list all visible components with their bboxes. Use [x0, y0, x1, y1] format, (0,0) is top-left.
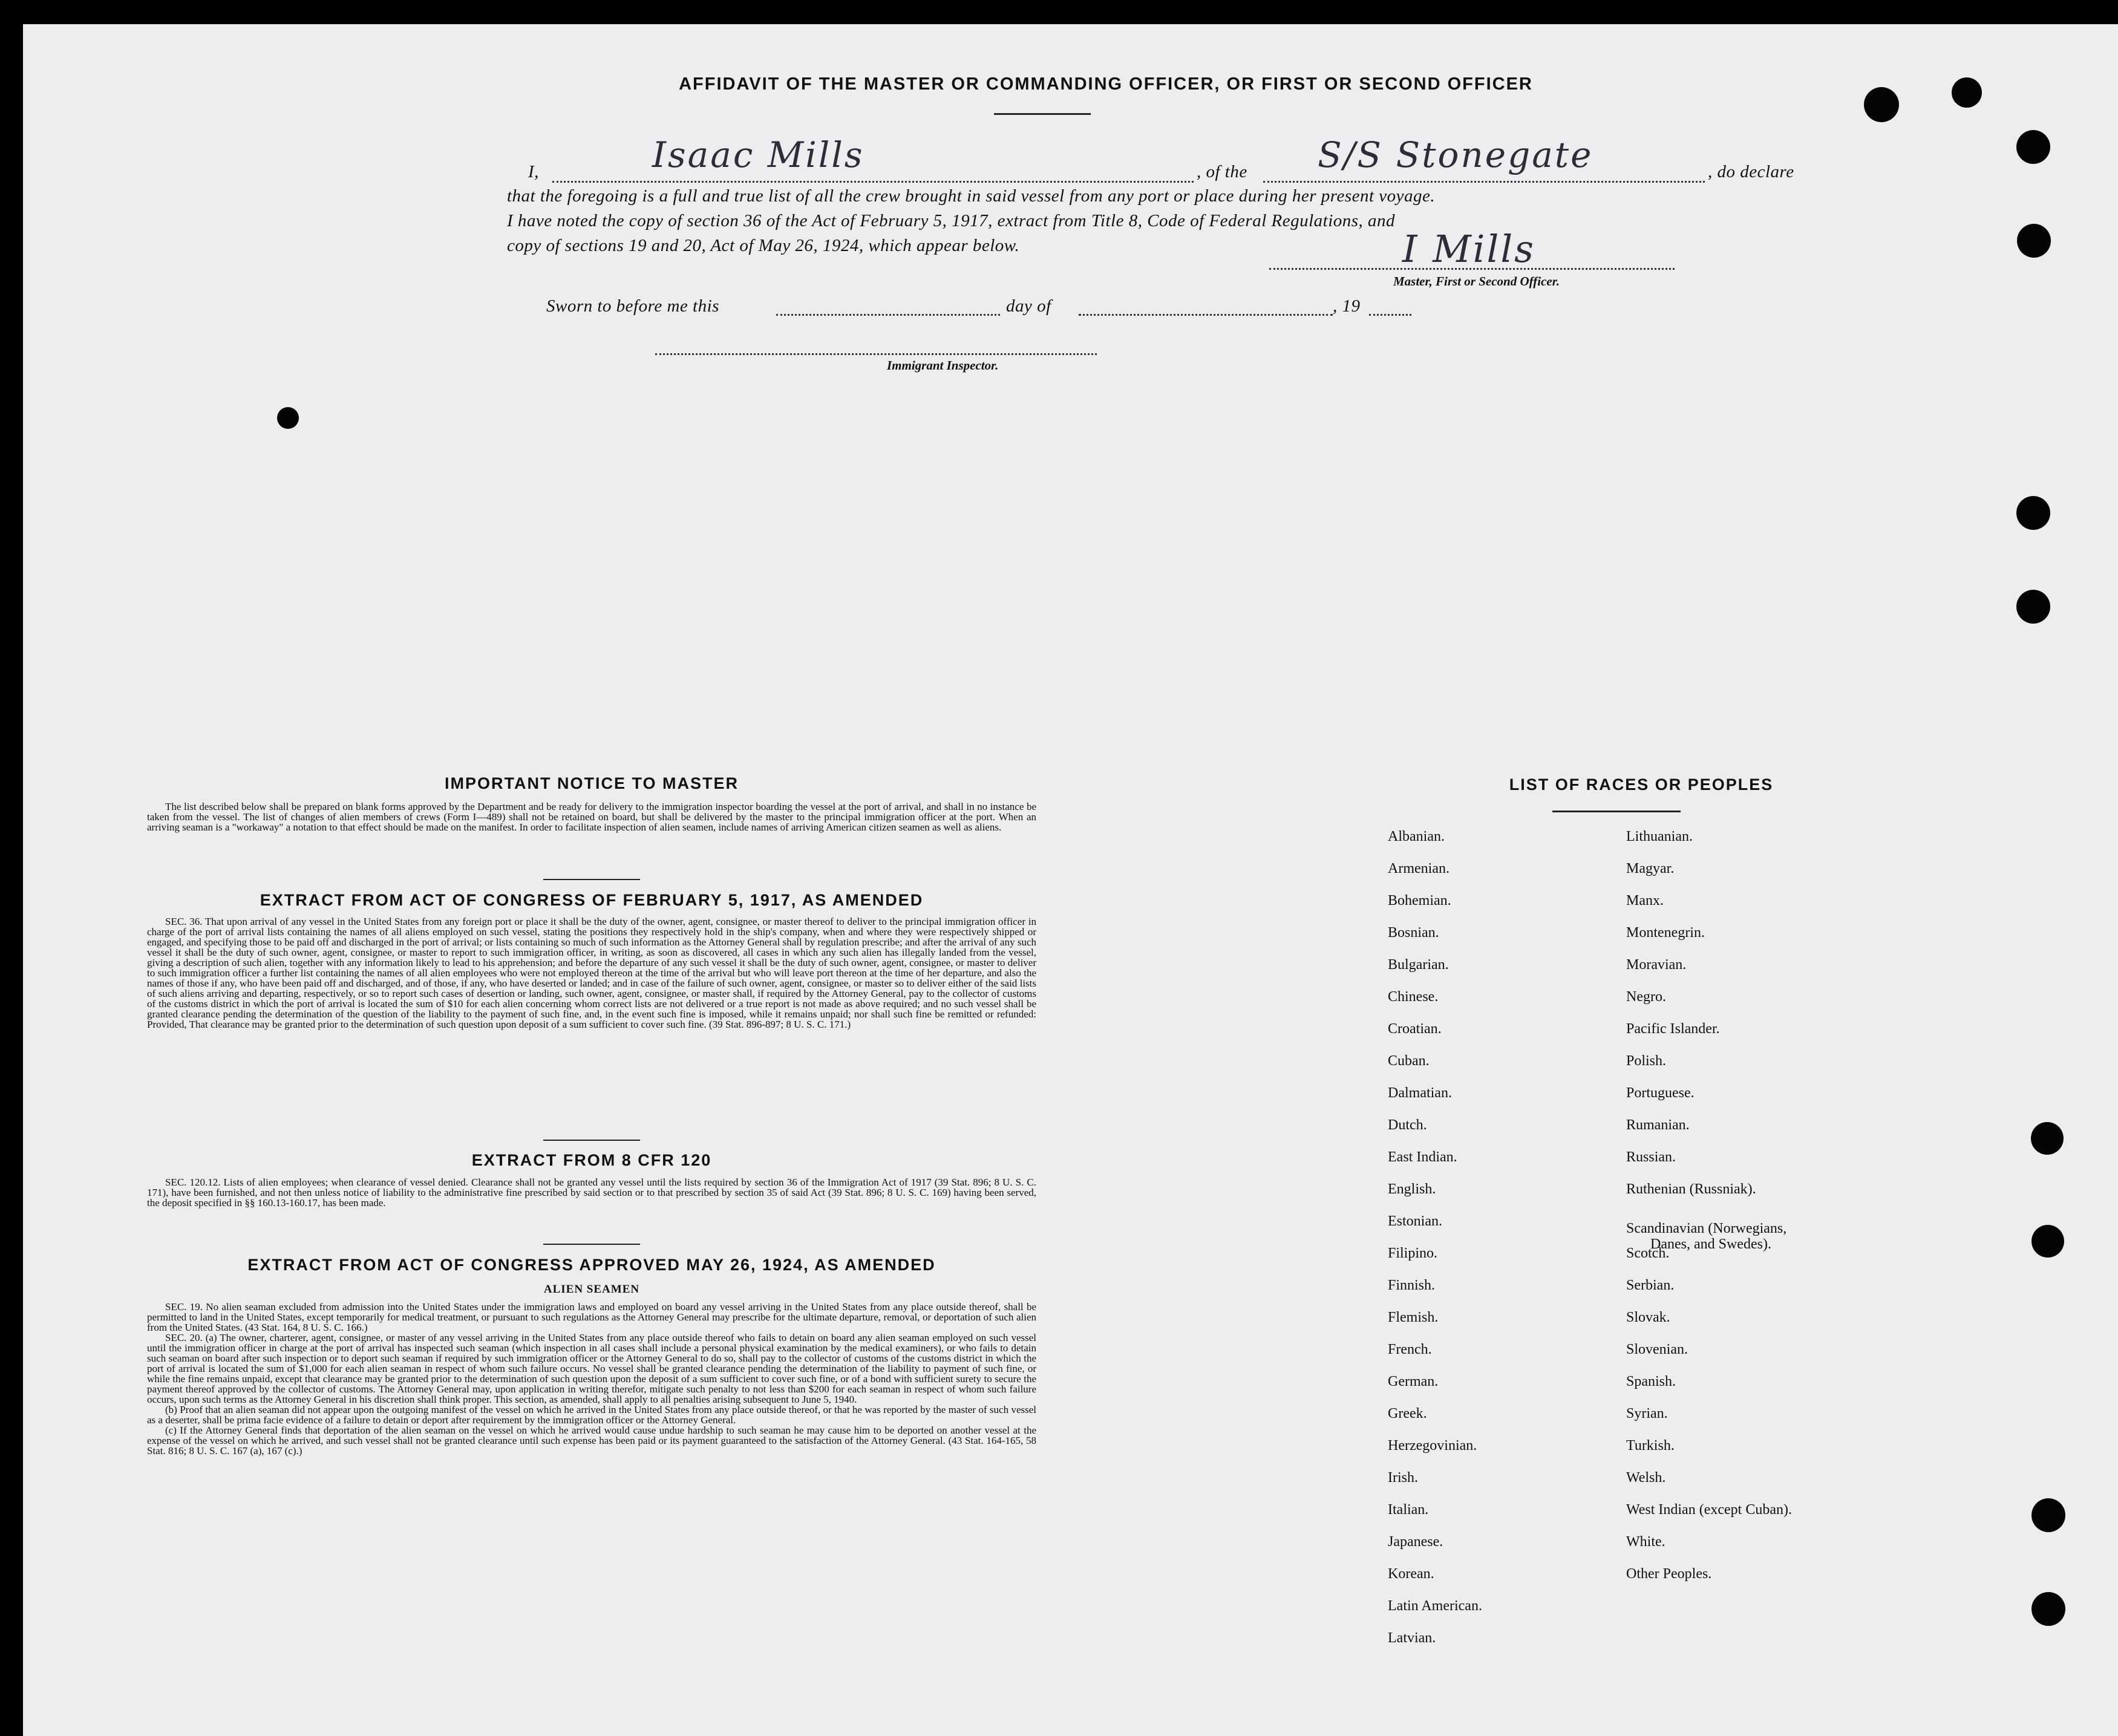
race-item: Slovak. — [1626, 1310, 1670, 1325]
extract-cfr-title: EXTRACT FROM 8 CFR 120 — [471, 1151, 712, 1169]
name-blank — [552, 180, 1194, 183]
alien-seamen-subtitle: ALIEN SEAMEN — [543, 1283, 640, 1296]
line1-prefix: I, — [528, 162, 539, 181]
race-item: Rumanian. — [1626, 1117, 1690, 1133]
race-item: Bulgarian. — [1388, 957, 1449, 973]
declaration-line-3: I have noted the copy of section 36 of the Act of February 5, 1917, extract from Title 8, Code of Federal Regulations, and — [507, 211, 1396, 230]
race-item: Montenegrin. — [1626, 925, 1705, 941]
race-item: White. — [1626, 1534, 1665, 1550]
document-page — [23, 24, 2118, 1736]
extract-1917-text — [147, 916, 1036, 1030]
race-item: Flemish. — [1388, 1310, 1439, 1325]
extract-1924-text — [147, 1302, 1036, 1456]
race-item: Russian. — [1626, 1149, 1676, 1165]
races-divider — [1552, 811, 1681, 812]
sworn-day-of: day of — [1006, 296, 1051, 316]
sworn-line — [546, 296, 1454, 327]
extract-1917-title: EXTRACT FROM ACT OF CONGRESS OF FEBRUARY 5, 1917, AS AMENDED — [260, 891, 924, 909]
race-item: Japanese. — [1388, 1534, 1443, 1550]
punch-hole — [2016, 130, 2050, 164]
race-item: Danes, and Swedes). — [1650, 1236, 1771, 1252]
race-item: Moravian. — [1626, 957, 1687, 973]
race-item: Albanian. — [1388, 829, 1445, 844]
punch-hole — [2017, 224, 2051, 258]
section-20b-paragraph: (b) Proof that an alien seaman did not appear upon the outgoing manifest of the vessel on which he arrived in the United States from any place outside thereof, or that he was reported by the master of such vessel as a deserter, shall be prima facie evidence of a failure to detain or deport after requirement by the immigration officer or the Attorney General. — [147, 1404, 1036, 1426]
race-item: Greek. — [1388, 1406, 1427, 1421]
race-item: Portuguese. — [1626, 1085, 1695, 1101]
punch-hole — [2031, 1592, 2065, 1626]
punch-hole — [2016, 590, 2050, 624]
declaration-line-2: that the foregoing is a full and true list of all the crew brought in said vessel from any port or place during her present voyage. — [507, 186, 1436, 206]
race-item: Negro. — [1626, 989, 1666, 1005]
declaration-line-4: copy of sections 19 and 20, Act of May 26, 1924, which appear below. — [507, 236, 1020, 255]
sworn-day-blank — [776, 313, 1000, 316]
punch-hole — [2031, 1498, 2065, 1532]
race-item: Finnish. — [1388, 1278, 1436, 1293]
master-signature-line — [1269, 267, 1675, 270]
handwritten-master-signature: I Mills — [1402, 227, 1535, 271]
declaration-line-1 — [507, 134, 1794, 188]
race-item: Italian. — [1388, 1502, 1429, 1518]
punch-hole — [2016, 496, 2050, 530]
handwritten-signer-name: Isaac Mills — [652, 134, 865, 175]
punch-hole — [1864, 87, 1899, 122]
race-item: Welsh. — [1626, 1470, 1666, 1486]
race-item: Magyar. — [1626, 861, 1675, 876]
sworn-month-blank — [1079, 313, 1333, 316]
sworn-prefix: Sworn to before me this — [546, 296, 719, 316]
line1-of-the: , of the — [1197, 162, 1247, 181]
race-item: Chinese. — [1388, 989, 1439, 1005]
race-item: Estonian. — [1388, 1213, 1442, 1229]
race-item: Slovenian. — [1626, 1342, 1688, 1357]
punch-hole — [1952, 77, 1982, 108]
race-item: Armenian. — [1388, 861, 1450, 876]
master-signature-caption: Master, First or Second Officer. — [1393, 274, 1560, 289]
section-36-paragraph: SEC. 36. That upon arrival of any vessel in the United States from any foreign port or place it shall be the duty of the owner, agent, consignee, or master thereof to deliver to the principal immigration officer in charge of the port of arrival lists containing the names of all aliens employed on such vessel, stating the positions they respectively hold in the ship's company, when and where they were respectively shipped or engaged, and specifying those to be paid off and discharged in the port of arrival; or lists containing so much of such information as the Attorney General shall by regulation prescribe; and after the arrival of any such vessel it shall be the duty of such owner, agent, consignee, or master to report to such immigration officer, in writing, as soon as discovered, all cases in which any such alien has illegally landed from the vessel, giving a description of such alien, together with any information likely to lead to his apprehension; and before the departure of any such vessel it shall be the duty of such owner, agent, consignee, or master to deliver to such immigration officer a further list containing the names of all alien employees who were not employed thereon at the time of the arrival but who will leave port thereon at the time of her departure, and also the names of those if any, who have been paid off and discharged, and of those, if any, who have deserted or landed; and in case of the failure of such owner, agent, consignee, or master so to deliver either of the said lists of such aliens arriving and departing, respectively, or so to report such cases of desertion or landing, such owner, agent, consignee, or master shall, if required by the Attorney General, pay to the collector of customs of the customs district in which the port of arrival is located the sum of $10 for each alien concerning whom correct lists are not delivered or a true report is not made as above required; and no such vessel shall be granted clearance pending the determination of the question of the liability to the payment of such fine, and, in the event such fine is imposed, while it remains unpaid; nor shall such fine be remitted or refunded: Provided, That clearance may be granted prior to the determination of such question upon deposit of a sum sufficient to cover such fine. (39 Stat. 896-897; 8 U. S. C. 171.) — [147, 916, 1036, 1030]
punch-hole — [2031, 1122, 2064, 1155]
race-item: Scotch. — [1626, 1245, 1670, 1261]
handwritten-vessel-name: S/S Stonegate — [1318, 134, 1593, 175]
extract-cfr-text — [147, 1177, 1036, 1208]
race-item: Turkish. — [1626, 1438, 1675, 1454]
inspector-caption: Immigrant Inspector. — [887, 358, 999, 373]
race-item: Lithuanian. — [1626, 829, 1693, 844]
punch-hole — [2031, 1225, 2064, 1258]
race-item: Cuban. — [1388, 1053, 1430, 1069]
line1-suffix: , do declare — [1708, 162, 1794, 181]
race-item: Syrian. — [1626, 1406, 1668, 1421]
race-item: French. — [1388, 1342, 1432, 1357]
race-item: Bosnian. — [1388, 925, 1439, 941]
race-item: Ruthenian (Russniak). — [1626, 1181, 1756, 1197]
affidavit-title: AFFIDAVIT OF THE MASTER OR COMMANDING OFFICER, OR FIRST OR SECOND OFFICER — [679, 74, 1533, 94]
race-item: English. — [1388, 1181, 1436, 1197]
race-item: Pacific Islander. — [1626, 1021, 1720, 1037]
notice-divider — [543, 879, 640, 880]
race-item: Spanish. — [1626, 1374, 1676, 1389]
race-item: West Indian (except Cuban). — [1626, 1502, 1792, 1518]
race-item: Other Peoples. — [1626, 1566, 1712, 1582]
sworn-year: , 19 — [1333, 296, 1361, 316]
title-divider — [994, 113, 1091, 115]
race-item: Korean. — [1388, 1566, 1434, 1582]
race-item: Manx. — [1626, 893, 1664, 909]
race-item: Scandinavian (Norwegians, — [1626, 1221, 1787, 1236]
race-item: Latvian. — [1388, 1630, 1436, 1646]
race-item: Dalmatian. — [1388, 1085, 1452, 1101]
inspector-signature-line — [655, 353, 1097, 355]
race-item: Bohemian. — [1388, 893, 1451, 909]
race-item: Serbian. — [1626, 1278, 1675, 1293]
race-item: German. — [1388, 1374, 1439, 1389]
race-item: East Indian. — [1388, 1149, 1457, 1165]
extract-1917-divider — [543, 1140, 640, 1141]
race-item: Herzegovinian. — [1388, 1438, 1477, 1454]
race-item: Irish. — [1388, 1470, 1418, 1486]
race-item: Filipino. — [1388, 1245, 1438, 1261]
extract-1924-title: EXTRACT FROM ACT OF CONGRESS APPROVED MAY 26, 1924, AS AMENDED — [247, 1256, 936, 1274]
sworn-year-blank — [1369, 313, 1411, 316]
notice-paragraph: The list described below shall be prepared on blank forms approved by the Department and be ready for delivery to the immigration inspector boarding the vessel at the port of arrival, and shall in no instance be taken from the vessel. The list of changes of alien members of crews (Form I—489) shall not be retained on board, but shall be delivered by the master to the principal immigration officer at the port. When an arriving seaman is a "workaway" a notation to that effect should be made on the manifest. In order to facilitate inspection of alien seamen, include names of arriving American citizen seamen as well as aliens. — [147, 801, 1036, 833]
notice-text — [147, 801, 1036, 832]
section-19-paragraph: SEC. 19. No alien seaman excluded from admission into the United States under the immigration laws and employed on board any vessel arriving in the United States from any place outside thereof, shall be permitted to land in the United States, except temporarily for medical treatment, or pursuant to such regulations as the Attorney General may prescribe for the ultimate departure, removal, or deportation of such alien from the United States. (43 Stat. 164, 8 U. S. C. 166.) — [147, 1301, 1036, 1333]
vessel-blank — [1263, 180, 1705, 183]
extract-cfr-divider — [543, 1244, 640, 1245]
race-item: Dutch. — [1388, 1117, 1427, 1133]
section-120-12-paragraph: SEC. 120.12. Lists of alien employees; when clearance of vessel denied. Clearance shall not be granted any vessel until the lists required by section 36 of the Immigration Act of 1917 (39 Stat. 896; 8 U. S. C. 171), have been furnished, and not then unless notice of liability to the administrative fine prescribed by said section or to that prescribed by section 35 of said Act (39 Stat. 896; 8 U. S. C. 169) having been served, the deposit specified in §§ 160.13-160.17, has been made. — [147, 1176, 1036, 1209]
race-item: Latin American. — [1388, 1598, 1482, 1614]
ink-blot — [277, 407, 299, 429]
section-20a-paragraph: SEC. 20. (a) The owner, charterer, agent, consignee, or master of any vessel arriving in the United States from any place outside thereof who fails to detain on board any alien seaman employed on such vessel until the immigration officer in charge at the port of arrival has inspected such seaman (which inspection in all cases shall include a personal physical examination by the medical examiners), or who fails to detain such seaman on board after such inspection or to deport such seaman if required by such immigration officer or the Attorney General to do so, shall pay to the collector of customs of the customs district in which the port of arrival is located the sum of $1,000 for each alien seaman in respect of whom such failure occurs. No vessel shall be granted clearance pending the determination of the liability to payment of such fine, or while the fine remains unpaid, except that clearance may be granted prior to the determination of such question upon the deposit of a sum sufficient to cover such fine, or of a bond with sufficient surety to secure the payment thereof approved by the collector of customs. The Attorney General may, upon application in writing therefor, mitigate such penalty to not less than $200 for each seaman in respect of whom such failure occurs, upon such terms as the Attorney General in his discretion shall think proper. This section, as amended, shall apply to all penalties arising subsequent to June 5, 1940. — [147, 1332, 1036, 1405]
section-20c-paragraph: (c) If the Attorney General finds that deportation of the alien seaman on the vessel on which he arrived would cause undue hardship to such seaman he may cause him to be deported on another vessel at the expense of the vessel on which he arrived, and such vessel shall not be granted clearance until such expense has been paid or its payment guaranteed to the satisfaction of the Attorney General. (43 Stat. 164-165, 58 Stat. 816; 8 U. S. C. 167 (a), 167 (c).) — [147, 1424, 1036, 1457]
race-item: Croatian. — [1388, 1021, 1442, 1037]
notice-title: IMPORTANT NOTICE TO MASTER — [445, 774, 739, 792]
race-item: Polish. — [1626, 1053, 1667, 1069]
races-title: LIST OF RACES OR PEOPLES — [1509, 775, 1774, 794]
